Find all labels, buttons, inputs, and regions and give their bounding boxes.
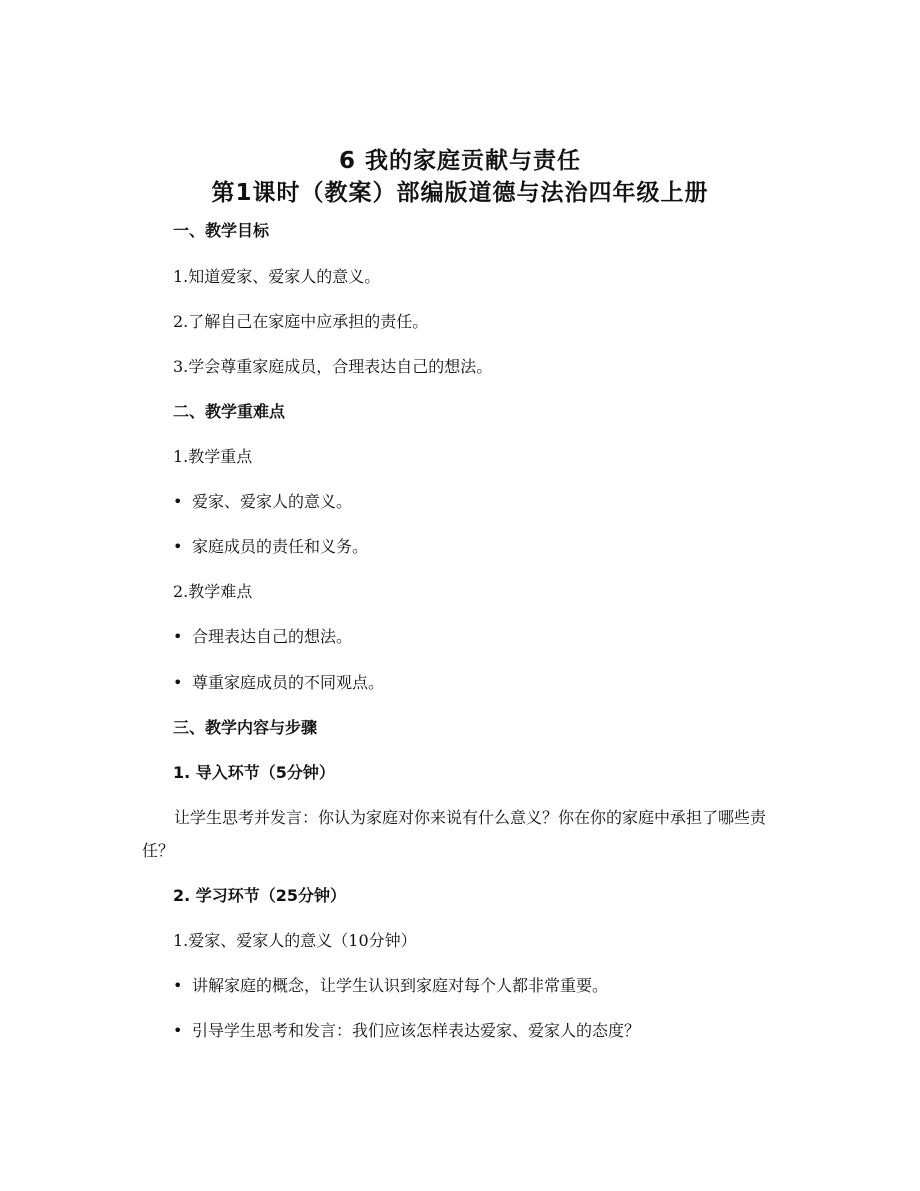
list-item: 讲解家庭的概念，让学生认识到家庭对每个人都非常重要。 bbox=[192, 976, 609, 995]
list-item: 引导学生思考和发言：我们应该怎样表达爱家、爱家人的态度？ bbox=[192, 1021, 641, 1040]
key-points-label: 1.教学重点 bbox=[173, 447, 253, 466]
step1-paragraph: 让学生思考并发言：你认为家庭对你来说有什么意义？你在你的家庭中承担了哪些责任？ bbox=[142, 808, 767, 860]
bullet-icon: • bbox=[173, 976, 183, 995]
step2-subheading: 1.爱家、爱家人的意义（10分钟） bbox=[173, 931, 417, 950]
list-item: 家庭成员的责任和义务。 bbox=[192, 537, 369, 556]
step1-heading: 1. 导入环节（5分钟） bbox=[173, 763, 335, 782]
document-subtitle: 第1课时（教案）部编版道德与法治四年级上册 bbox=[211, 180, 709, 206]
section-heading-steps: 三、教学内容与步骤 bbox=[173, 718, 318, 737]
list-item: 爱家、爱家人的意义。 bbox=[192, 492, 353, 511]
section-heading-objectives: 一、教学目标 bbox=[173, 221, 270, 240]
list-item: 尊重家庭成员的不同观点。 bbox=[192, 673, 385, 692]
section-heading-key-points: 二、教学重难点 bbox=[173, 402, 286, 421]
bullet-icon: • bbox=[173, 492, 183, 511]
list-item: 合理表达自己的想法。 bbox=[192, 627, 353, 646]
bullet-icon: • bbox=[173, 537, 183, 556]
objective-item: 1.知道爱家、爱家人的意义。 bbox=[173, 267, 381, 286]
objective-item: 3.学会尊重家庭成员，合理表达自己的想法。 bbox=[173, 357, 493, 376]
step2-heading: 2. 学习环节（25分钟） bbox=[173, 886, 347, 905]
document-title: 6 我的家庭贡献与责任 bbox=[338, 148, 581, 174]
objective-item: 2.了解自己在家庭中应承担的责任。 bbox=[173, 312, 429, 331]
difficult-points-label: 2.教学难点 bbox=[173, 582, 253, 601]
bullet-icon: • bbox=[173, 1021, 183, 1040]
bullet-icon: • bbox=[173, 627, 183, 646]
bullet-icon: • bbox=[173, 673, 183, 692]
